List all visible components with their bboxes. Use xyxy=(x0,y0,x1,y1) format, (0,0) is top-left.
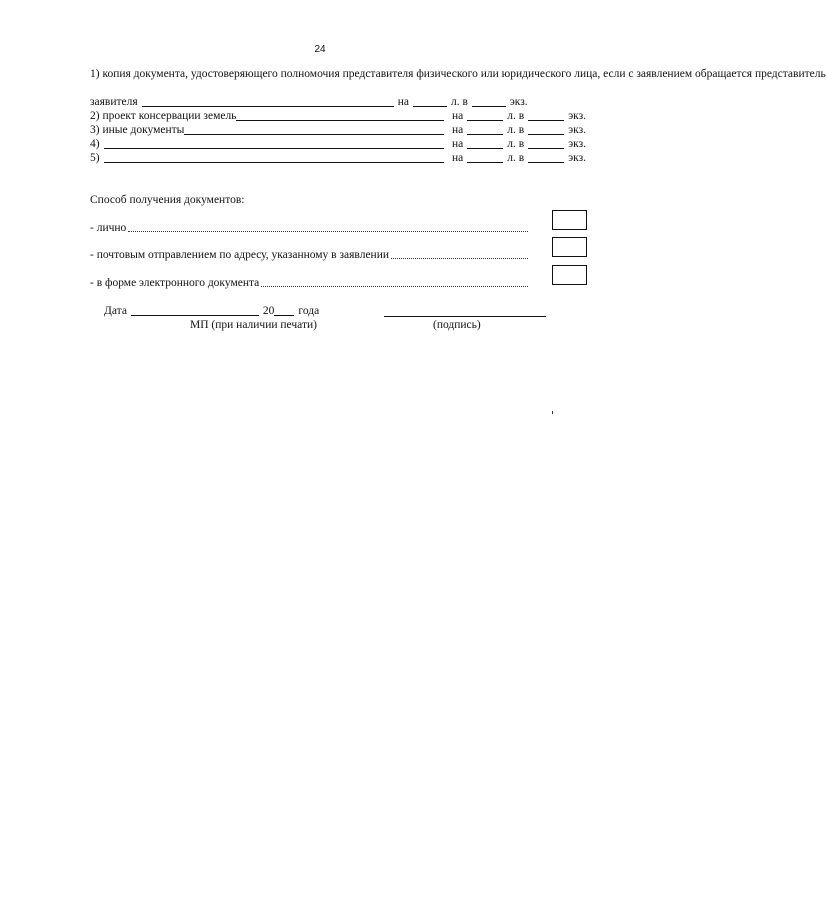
year-suffix: года xyxy=(298,305,320,317)
sheets-label: л. в xyxy=(507,138,525,150)
on-label: на xyxy=(452,152,464,164)
row-label: 5) xyxy=(90,152,100,164)
sheets-field[interactable] xyxy=(413,95,447,107)
document-name-field[interactable] xyxy=(104,137,444,149)
sheets-field[interactable] xyxy=(467,137,503,149)
electronic-checkbox[interactable] xyxy=(552,265,587,285)
copies-label: экз. xyxy=(568,124,586,136)
document-name-field[interactable] xyxy=(142,95,394,107)
copies-field[interactable] xyxy=(528,123,564,135)
copies-field[interactable] xyxy=(528,137,564,149)
copies-field[interactable] xyxy=(472,95,506,107)
document-row-5 xyxy=(90,151,586,165)
document-row-4 xyxy=(90,137,586,151)
receipt-option-electronic xyxy=(90,276,530,290)
sheets-field[interactable] xyxy=(467,151,503,163)
scan-mark xyxy=(552,411,553,414)
dotted-leader xyxy=(128,221,528,232)
stamp-caption: МП (при наличии печати) xyxy=(190,319,317,331)
copies-label: экз. xyxy=(509,96,528,108)
sheets-label: л. в xyxy=(507,110,525,122)
sheets-field[interactable] xyxy=(467,109,503,121)
receipt-option-label: - почтовым отправлением по адресу, указанному в заявлении xyxy=(90,249,390,261)
receipt-option-in-person xyxy=(90,221,530,235)
year-prefix: 20 xyxy=(262,305,275,317)
receipt-method-title: Способ получения документов: xyxy=(90,194,245,206)
receipt-option-label: - в форме электронного документа xyxy=(90,277,260,289)
row-label: заявителя xyxy=(90,96,138,108)
copies-label: экз. xyxy=(568,110,586,122)
copies-field[interactable] xyxy=(528,151,564,163)
sheets-label: л. в xyxy=(507,124,525,136)
row-label: 2) проект консервации земель xyxy=(90,110,237,122)
on-label: на xyxy=(452,124,464,136)
date-field[interactable] xyxy=(131,304,259,316)
date-label: Дата xyxy=(104,305,127,317)
on-label: на xyxy=(452,110,464,122)
copies-field[interactable] xyxy=(528,109,564,121)
row-label: 3) иные документы xyxy=(90,124,185,136)
date-row xyxy=(104,304,319,318)
document-row-1 xyxy=(90,95,586,109)
on-label: на xyxy=(452,138,464,150)
sheets-label: л. в xyxy=(450,96,468,108)
dotted-leader xyxy=(391,248,528,259)
sheets-field[interactable] xyxy=(467,123,503,135)
dotted-leader xyxy=(261,276,528,287)
receipt-option-by-mail xyxy=(90,248,530,262)
document-name-field[interactable] xyxy=(184,123,444,135)
receipt-option-label: - лично xyxy=(90,222,127,234)
row-label: 4) xyxy=(90,138,100,150)
in-person-checkbox[interactable] xyxy=(552,210,587,230)
signature-caption: (подпись) xyxy=(433,319,481,331)
copies-label: экз. xyxy=(568,138,586,150)
sheets-label: л. в xyxy=(507,152,525,164)
on-label: на xyxy=(397,96,409,108)
document-row-2 xyxy=(90,109,586,123)
signature-field[interactable] xyxy=(384,316,546,317)
by-mail-checkbox[interactable] xyxy=(552,237,587,257)
document-name-field[interactable] xyxy=(236,109,444,121)
document-row-3 xyxy=(90,123,586,137)
year-field[interactable] xyxy=(274,304,294,316)
copies-label: экз. xyxy=(568,152,586,164)
document-name-field[interactable] xyxy=(104,151,444,163)
intro-paragraph: 1) копия документа, удостоверяющего полномочия представителя физического или юридического лица, если с заявлением обращается представитель xyxy=(90,68,826,80)
page-number: 24 xyxy=(314,44,326,55)
